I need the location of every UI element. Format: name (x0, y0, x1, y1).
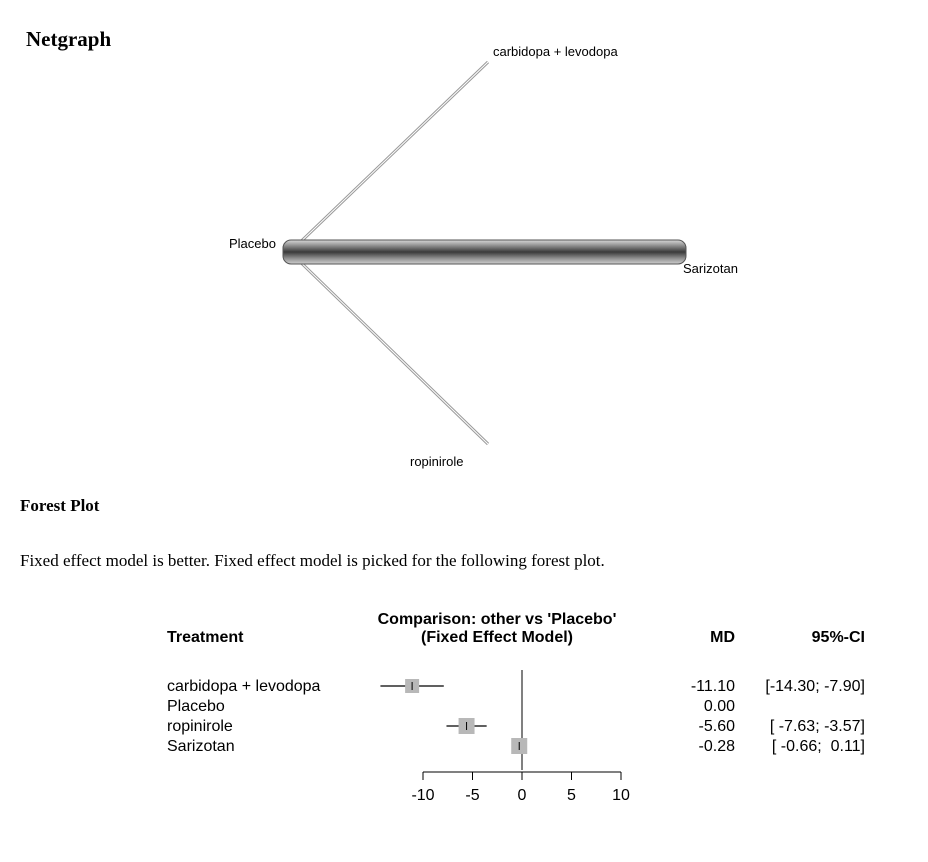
row-md: -11.10 (690, 678, 735, 695)
header-ci: 95%-CI (811, 629, 865, 646)
forest-plot (0, 600, 928, 840)
x-tick-label: 0 (517, 787, 527, 804)
row-md: -5.60 (698, 718, 735, 735)
row-md: 0.00 (703, 698, 735, 715)
x-tick-label: -10 (411, 787, 435, 804)
edge-placebo-carbidopa (290, 62, 488, 252)
edge-placebo-ropinirole (290, 252, 488, 444)
row-label: Sarizotan (167, 738, 235, 755)
row-ci: [-14.30; -7.90] (765, 678, 865, 695)
row-label: ropinirole (167, 718, 233, 735)
header-treatment: Treatment (167, 629, 244, 646)
x-tick-label: -5 (465, 787, 480, 804)
row-md: -0.28 (698, 738, 735, 755)
chart-title: Comparison: other vs 'Placebo' (377, 611, 617, 628)
node-ropinirole: ropinirole (410, 454, 464, 469)
row-ci: [ -7.63; -3.57] (769, 718, 865, 735)
x-tick-label: 5 (567, 787, 576, 804)
chart-subtitle: (Fixed Effect Model) (420, 629, 574, 646)
forest-plot-title: Forest Plot (20, 496, 100, 515)
edge-placebo-sarizotan (283, 240, 686, 264)
node-carbidopa-levodopa: carbidopa + levodopa (493, 44, 618, 59)
row-label: Placebo (167, 698, 225, 715)
row-ci: [ -0.66; 0.11] (771, 738, 865, 755)
x-tick-label: 10 (612, 787, 630, 804)
header-md: MD (710, 629, 735, 646)
forest-plot-note: Fixed effect model is better. Fixed effect model is picked for the following forest plot. (20, 551, 605, 570)
node-placebo: Placebo (229, 236, 276, 251)
netgraph-title: Netgraph (26, 27, 112, 51)
node-sarizotan: Sarizotan (683, 261, 738, 276)
row-label: carbidopa + levodopa (167, 678, 321, 695)
